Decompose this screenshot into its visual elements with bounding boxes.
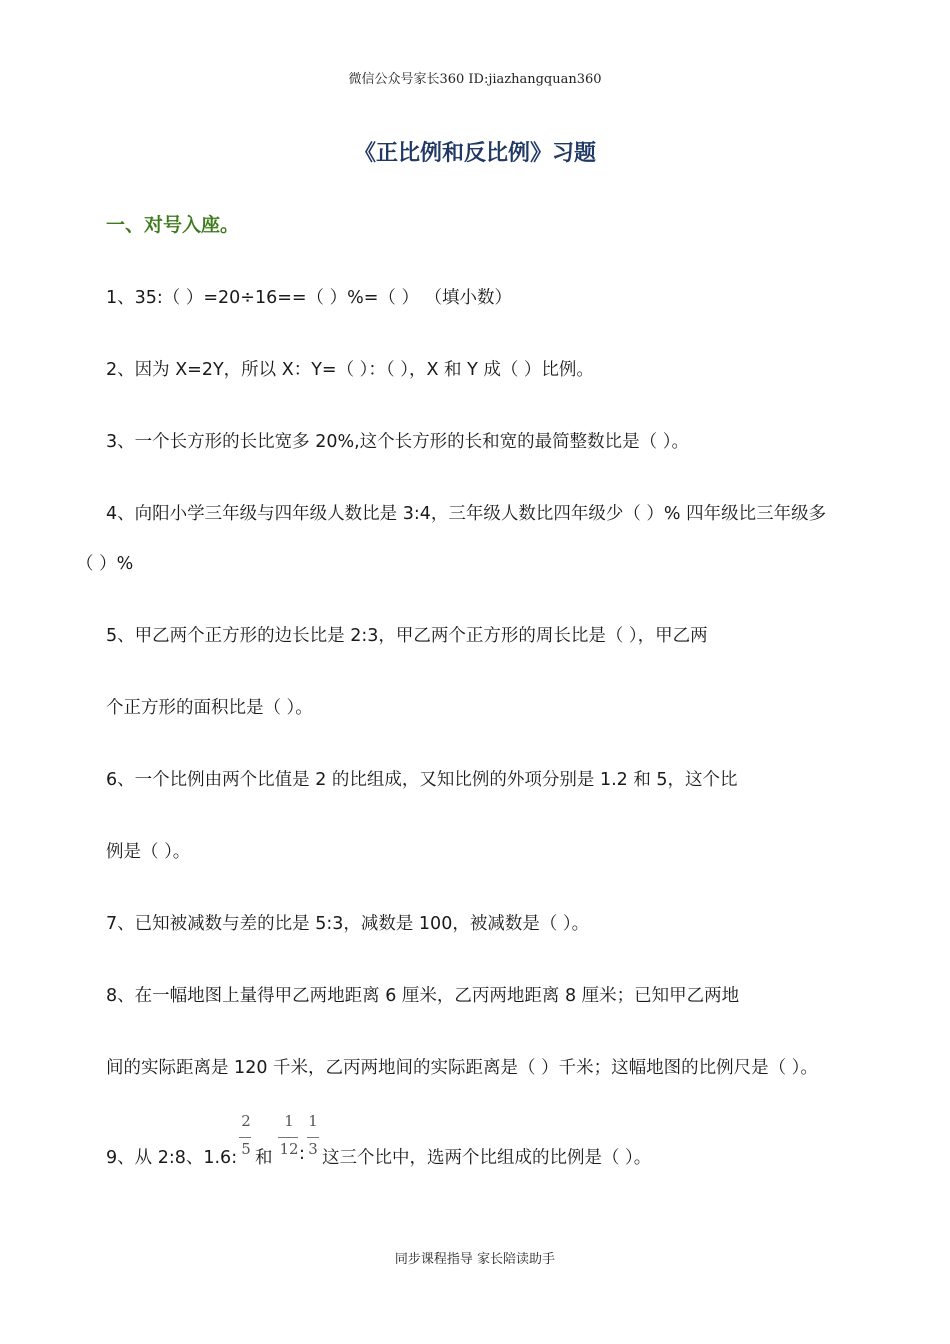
question-5-line-2: 个正方形的面积比是（ ）。 <box>106 698 313 718</box>
question-5-line-1: 5、甲乙两个正方形的边长比是 2:3，甲乙两个正方形的周长比是（ ），甲乙两 <box>106 626 708 646</box>
fraction-1-denominator: 5 <box>241 1140 251 1158</box>
fraction-1-numerator: 2 <box>241 1112 251 1130</box>
question-6-line-1: 6、一个比例由两个比值是 2 的比组成，又知比例的外项分别是 1.2 和 5，这个比 <box>106 770 738 790</box>
page-title: 《正比例和反比例》习题 <box>353 141 596 166</box>
question-9-suffix: 这三个比中，选两个比组成的比例是（ ）。 <box>322 1148 652 1168</box>
fraction-3-denominator: 3 <box>308 1140 318 1158</box>
fraction-2-bar <box>278 1137 298 1138</box>
question-9-and: 和 <box>255 1148 273 1168</box>
fraction-1-bar <box>239 1137 251 1138</box>
question-7: 7、已知被减数与差的比是 5:3，减数是 100，被减数是（ ）。 <box>106 914 590 934</box>
question-4-line-1: 4、向阳小学三年级与四年级人数比是 3:4，三年级人数比四年级少（ ）% 四年级比三年级多 <box>106 504 827 524</box>
question-2: 2、因为 X=2Y，所以 X：Y=（ ）：（ ），X 和 Y 成（ ）比例。 <box>106 360 594 380</box>
fraction-2-denominator: 12 <box>279 1140 299 1158</box>
question-9-colon: : <box>299 1144 305 1164</box>
question-4-line-2: （ ）% <box>76 554 134 574</box>
footer-note: 同步课程指导 家长陪读助手 <box>394 1252 556 1267</box>
question-8-line-1: 8、在一幅地图上量得甲乙两地距离 6 厘米，乙丙两地距离 8 厘米；已知甲乙两地 <box>106 986 740 1006</box>
question-3: 3、一个长方形的长比宽多 20%,这个长方形的长和宽的最简整数比是（ ）。 <box>106 432 689 452</box>
fraction-3-numerator: 1 <box>308 1112 318 1130</box>
section-heading: 一、对号入座。 <box>106 214 240 236</box>
question-6-line-2: 例是（ ）。 <box>106 842 191 862</box>
fraction-2-numerator: 1 <box>284 1112 294 1130</box>
question-8-line-2: 间的实际距离是 120 千米，乙丙两地间的实际距离是（ ）千米；这幅地图的比例尺是（ ）。 <box>106 1058 818 1078</box>
question-9-prefix: 9、从 2:8、1.6: <box>106 1148 238 1168</box>
question-1: 1、35:（ ）=20÷16==（ ）%=（ ） （填小数） <box>106 288 513 308</box>
fraction-3-bar <box>307 1137 319 1138</box>
header-note: 微信公众号家长360 ID:jiazhangquan360 <box>348 72 602 87</box>
